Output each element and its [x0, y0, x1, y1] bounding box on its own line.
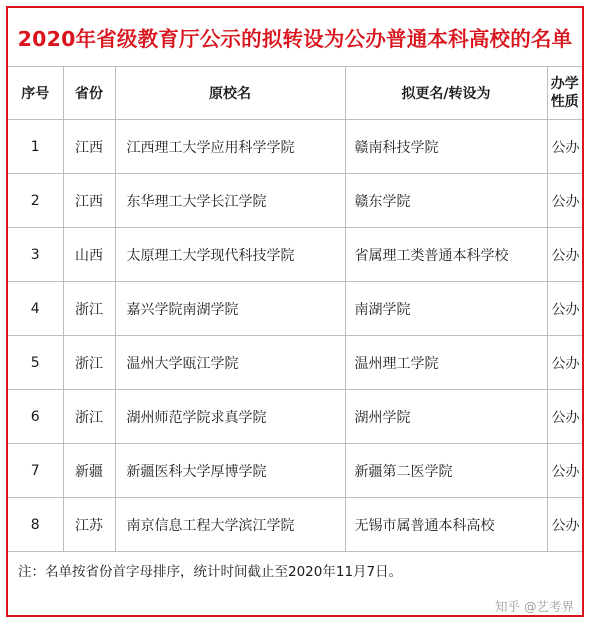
header-type: 办学性质 [547, 67, 582, 120]
cell-original-name: 新疆医科大学厚博学院 [115, 444, 345, 498]
cell-type: 公办 [547, 390, 582, 444]
watermark-text: 知乎 @艺考界 [495, 599, 574, 614]
cell-type: 公办 [547, 498, 582, 552]
cell-new-name: 赣南科技学院 [345, 120, 547, 174]
table-row [8, 444, 582, 498]
cell-type: 公办 [547, 228, 582, 282]
cell-type: 公办 [547, 120, 582, 174]
cell-index: 3 [8, 228, 63, 282]
cell-original-name: 嘉兴学院南湖学院 [115, 282, 345, 336]
header-province: 省份 [63, 67, 115, 120]
cell-type: 公办 [547, 336, 582, 390]
school-table [8, 67, 582, 552]
cell-province: 浙江 [63, 390, 115, 444]
cell-province: 新疆 [63, 444, 115, 498]
cell-index: 6 [8, 390, 63, 444]
cell-new-name: 南湖学院 [345, 282, 547, 336]
table-row [8, 498, 582, 552]
footnote: 注：名单按省份首字母排序，统计时间截止至2020年11月7日。 [18, 564, 403, 580]
header-original-name: 原校名 [115, 67, 345, 120]
cell-index: 1 [8, 120, 63, 174]
table-row [8, 120, 582, 174]
table-header-row [8, 67, 582, 120]
cell-province: 江西 [63, 120, 115, 174]
cell-index: 8 [8, 498, 63, 552]
cell-province: 浙江 [63, 282, 115, 336]
cell-index: 5 [8, 336, 63, 390]
cell-type: 公办 [547, 174, 582, 228]
cell-province: 江苏 [63, 498, 115, 552]
cell-original-name: 江西理工大学应用科学学院 [115, 120, 345, 174]
cell-type: 公办 [547, 444, 582, 498]
cell-new-name: 温州理工学院 [345, 336, 547, 390]
page-title: 2020年省级教育厅公示的拟转设为公办普通本科高校的名单 [8, 8, 582, 67]
cell-new-name: 新疆第二医学院 [345, 444, 547, 498]
cell-index: 7 [8, 444, 63, 498]
table-row [8, 336, 582, 390]
table-row [8, 282, 582, 336]
cell-index: 4 [8, 282, 63, 336]
cell-index: 2 [8, 174, 63, 228]
watermark [495, 597, 574, 615]
cell-original-name: 东华理工大学长江学院 [115, 174, 345, 228]
table-frame [6, 6, 584, 617]
header-index: 序号 [8, 67, 63, 120]
cell-new-name: 湖州学院 [345, 390, 547, 444]
cell-original-name: 南京信息工程大学滨江学院 [115, 498, 345, 552]
cell-original-name: 太原理工大学现代科技学院 [115, 228, 345, 282]
cell-new-name: 无锡市属普通本科高校 [345, 498, 547, 552]
cell-type: 公办 [547, 282, 582, 336]
table-row [8, 390, 582, 444]
cell-original-name: 温州大学瓯江学院 [115, 336, 345, 390]
cell-original-name: 湖州师范学院求真学院 [115, 390, 345, 444]
header-new-name: 拟更名/转设为 [345, 67, 547, 120]
table-row [8, 174, 582, 228]
cell-province: 江西 [63, 174, 115, 228]
cell-province: 山西 [63, 228, 115, 282]
cell-province: 浙江 [63, 336, 115, 390]
table-row [8, 228, 582, 282]
cell-new-name: 省属理工类普通本科学校 [345, 228, 547, 282]
cell-new-name: 赣东学院 [345, 174, 547, 228]
